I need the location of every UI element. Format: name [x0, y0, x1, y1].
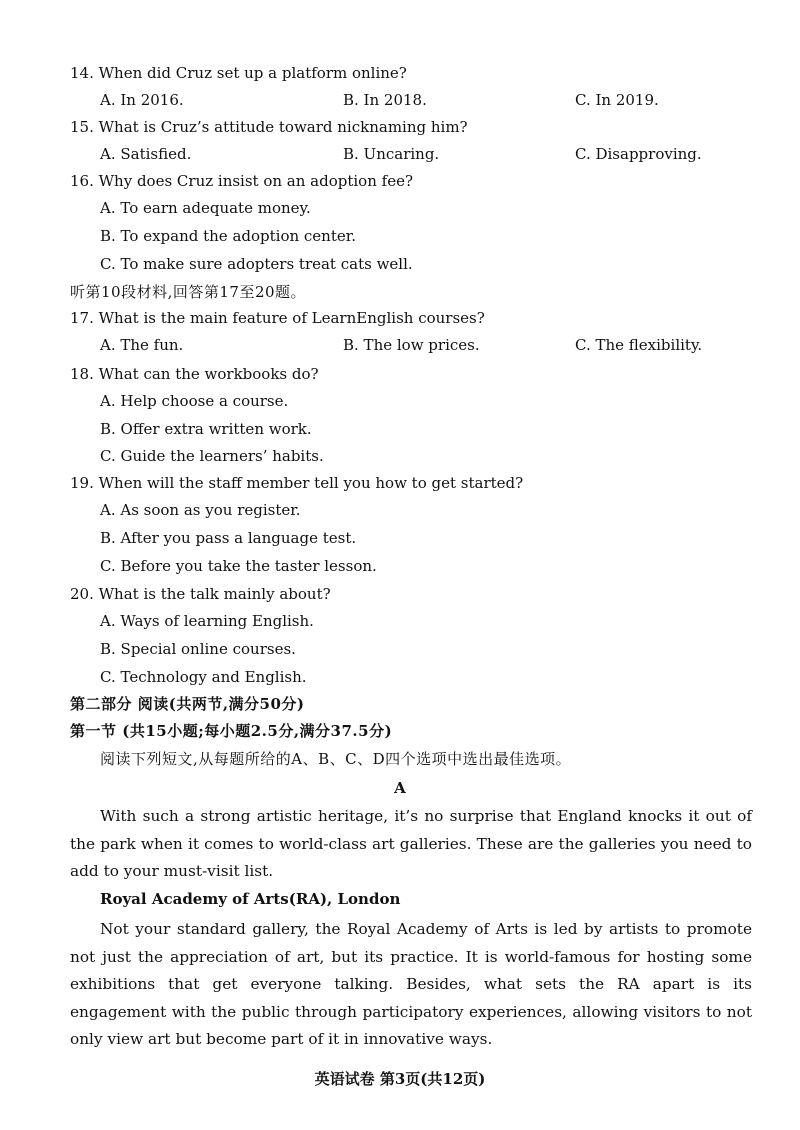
passage-label: A [394, 779, 406, 797]
question-16-option-c: C. To make sure adopters treat cats well. [100, 255, 413, 273]
question-15-option-a: A. Satisfied. [100, 145, 192, 163]
question-16-stem: 16. Why does Cruz insist on an adoption fee? [70, 172, 413, 190]
question-17-option-b: B. The low prices. [343, 336, 480, 354]
question-15-option-c: C. Disapproving. [575, 145, 702, 163]
question-20-option-c: C. Technology and English. [100, 668, 307, 686]
question-14-option-a: A. In 2016. [100, 91, 184, 109]
passage-intro-text: With such a strong artistic heritage, it’s no surprise that England knocks it out of the park when it comes to world-class art galleries. These are the galleries you need to add to your must-visit list. [70, 807, 752, 880]
question-17-option-a: A. The fun. [100, 336, 184, 354]
question-19-option-a: A. As soon as you register. [100, 501, 301, 519]
question-20-option-a: A. Ways of learning English. [100, 612, 314, 630]
gallery-paragraph [70, 916, 752, 1054]
reading-instruction: 阅读下列短文,从每题所给的A、B、C、D四个选项中选出最佳选项。 [100, 750, 572, 768]
question-20-option-b: B. Special online courses. [100, 640, 296, 658]
question-18-stem: 18. What can the workbooks do? [70, 365, 319, 383]
gallery-paragraph-text: Not your standard gallery, the Royal Academy of Arts is led by artists to promote not just the appreciation of art, but its practice. It is world-famous for hosting some exhibitions that get everyone talking. Besides, what sets the RA apart is its engagement with the public through participatory experiences, allowing visitors to not only view art but become part of it in innovative ways. [70, 920, 752, 1048]
question-16-option-b: B. To expand the adoption center. [100, 227, 357, 245]
question-14-option-b: B. In 2018. [343, 91, 427, 109]
section-1-title: 第一节 (共15小题;每小题2.5分,满分37.5分) [70, 722, 393, 740]
question-19-stem: 19. When will the staff member tell you how to get started? [70, 474, 524, 492]
question-15-option-b: B. Uncaring. [343, 145, 440, 163]
passage-intro [70, 803, 752, 886]
question-19-option-c: C. Before you take the taster lesson. [100, 557, 377, 575]
question-17-stem: 17. What is the main feature of LearnEnglish courses? [70, 309, 485, 327]
question-19-option-b: B. After you pass a language test. [100, 529, 357, 547]
question-20-stem: 20. What is the talk mainly about? [70, 585, 331, 603]
question-16-option-a: A. To earn adequate money. [100, 199, 311, 217]
question-14-stem: 14. When did Cruz set up a platform online? [70, 64, 407, 82]
question-18-option-c: C. Guide the learners’ habits. [100, 447, 324, 465]
gallery-heading: Royal Academy of Arts(RA), London [100, 890, 401, 908]
question-15-stem: 15. What is Cruz’s attitude toward nicknaming him? [70, 118, 468, 136]
listening-instruction: 听第10段材料,回答第17至20题。 [70, 283, 307, 301]
question-17-option-c: C. The flexibility. [575, 336, 703, 354]
part-2-title: 第二部分 阅读(共两节,满分50分) [70, 695, 305, 713]
page-footer: 英语试卷 第3页(共12页) [314, 1070, 486, 1088]
question-18-option-b: B. Offer extra written work. [100, 420, 312, 438]
question-18-option-a: A. Help choose a course. [100, 392, 289, 410]
question-14-option-c: C. In 2019. [575, 91, 659, 109]
